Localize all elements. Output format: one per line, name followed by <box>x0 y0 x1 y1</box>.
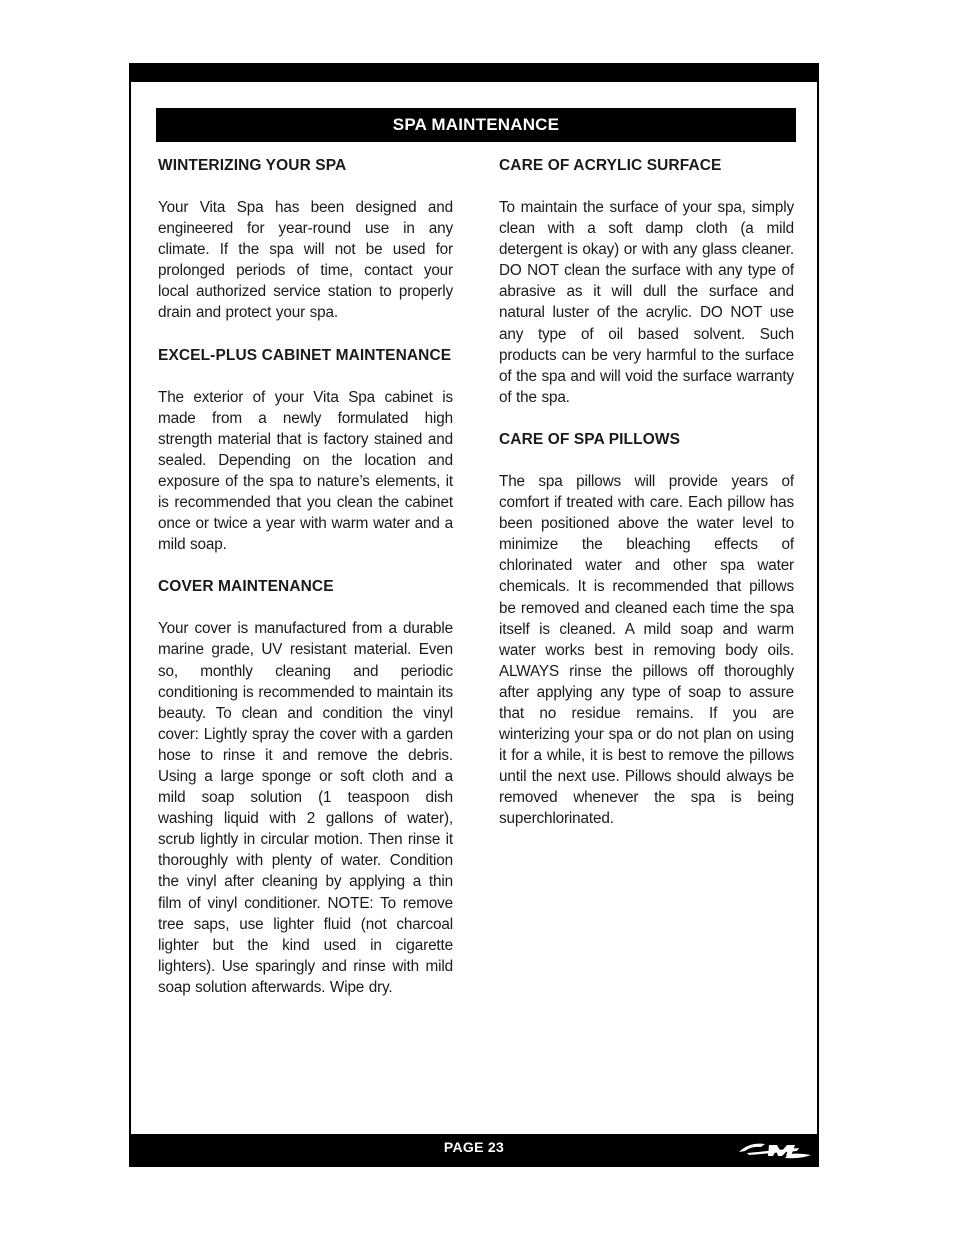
top-bar <box>131 65 817 82</box>
paragraph-winterizing: Your Vita Spa has been designed and engineered for year-round use in any climate. If the spa will not be used for prolonged periods of time, contact your local authorized service station to properly drain and protect your spa. <box>158 199 453 322</box>
right-column <box>499 155 794 851</box>
paragraph-cover-maintenance: Your cover is manufactured from a durable marine grade, UV resistant material. Even so, monthly cleaning and periodic conditioning is recommended to maintain its beauty. To clean and condition the vinyl cover: Lightly spray the cover with a garden hose to rinse it and remove the debris. Using a large sponge or soft cloth and a mild soap solution (1 teaspoon dish washing liquid with 2 gallons of water), scrub lightly in circular motion. Then rinse it thoroughly with plenty of water. Condition the vinyl after cleaning by applying a thin film of vinyl conditioner. NOTE: To remove tree saps, use lighter fluid (not charcoal lighter but the kind used in cigarette lighters). Use sparingly and rinse with mild soap solution afterwards. Wipe dry. <box>158 620 453 996</box>
heading-spa-pillows: CARE OF SPA PILLOWS <box>499 430 681 448</box>
paragraph-cabinet-maintenance: The exterior of your Vita Spa cabinet is made from a newly formulated high strength material that is factory stained and sealed. Depending on the location and exposure of the spa to nature’s elements, it is recommended that you clean the cabinet once or twice a year with warm water and a mild soap. <box>158 388 453 554</box>
paragraph-acrylic-surface: To maintain the surface of your spa, simply clean with a soft damp cloth (a mild detergent is okay) or with any glass cleaner. DO NOT clean the surface with any type of abrasive as it will dull the surface and natural luster of the acrylic. DO NOT use any type of oil based solvent. Such products can be very harmful to the surface of the spa and will void the surface warranty of the spa. <box>499 199 794 406</box>
heading-acrylic-surface: CARE OF ACRYLIC SURFACE <box>499 157 722 174</box>
paragraph-spa-pillows: The spa pillows will provide years of comfort if treated with care. Each pillow has been positioned above the water level to minimize the bleaching effects of chlorinated water and other spa water chemicals. It is recommended that pillows be removed and cleaned each time the spa itself is cleaned. A mild soap and warm water works best in removing body oils. ALWAYS rinse the pillows off thoroughly after applying any type of soap to assure that no residue remains. If you are winterizing your spa or do not plan on using it for a while, it is best to remove the pillows until the next use. Pillows should always be removed whenever the spa is being superchlorinated. <box>499 472 794 828</box>
heading-winterizing: WINTERIZING YOUR SPA <box>158 157 347 174</box>
sm-logo-icon <box>735 1136 815 1162</box>
page-number: PAGE 23 <box>443 1139 505 1155</box>
page-frame <box>129 63 819 1167</box>
section-banner: SPA MAINTENANCE <box>156 108 796 142</box>
left-column <box>158 155 453 1019</box>
footer-bar <box>131 1134 817 1165</box>
heading-cabinet-maintenance: EXCEL-PLUS CABINET MAINTENANCE <box>158 346 452 364</box>
heading-cover-maintenance: COVER MAINTENANCE <box>158 578 334 596</box>
